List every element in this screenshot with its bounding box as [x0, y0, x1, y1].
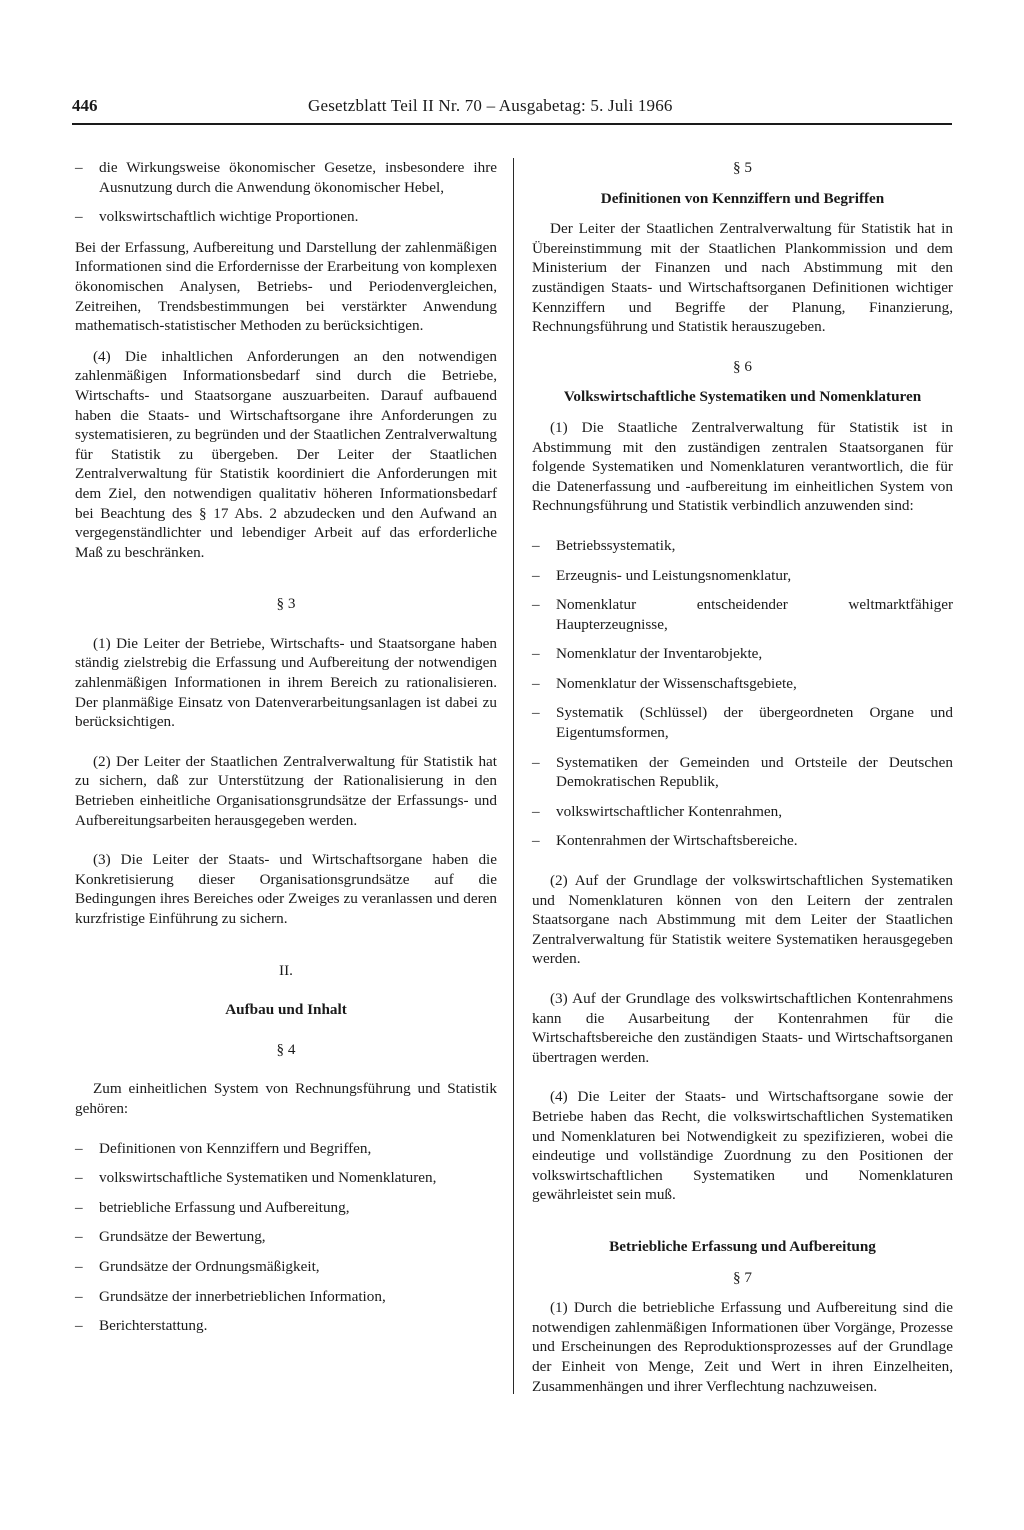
dash-bullet: –: [75, 1287, 83, 1305]
paragraph: (2) Auf der Grundlage der volkswirtschaftlichen Systematiken und Nomenklaturen können von den Leitern der zentralen Staatsorgane nach Abstimmung mit dem Leiter der Staatlichen Zentralverwaltung für Statistik weitere Systematiken herausgegeben werden.: [532, 872, 953, 968]
paragraph: (4) Die inhaltlichen Anforderungen an den notwendigen zahlenmäßigen Informationsbedarf sind durch die Betriebe, Wirtschafts- und Staatsorgane auszuarbeiten. Darauf aufbauend haben die Staats- und Wirtschaftsorgane ihre Anforderungen zu systematisieren, zu begründen und der Staatlichen Zentralverwaltung für Statistik zu übergeben. Der Leiter der Staatlichen Zentralverwaltung für Statistik koordiniert die Anforderungen mit dem Ziel, den notwendigen qualitativ höheren Informationsbedarf bei Beachtung des § 17 Abs. 2 abzudecken und den Aufwand an vergegenständlichter und lebendiger Arbeit auf das erforderliche Maß zu beschränken.: [75, 347, 497, 561]
dash-bullet: –: [75, 1169, 83, 1187]
list-item-text: Systematik (Schlüssel) der übergeordneten Organe und Eigentumsformen,: [556, 704, 953, 742]
list-item: [532, 831, 953, 851]
list-item-text: Definitionen von Kennziffern und Begriffen,: [99, 1139, 372, 1157]
list-item-text: Nomenklatur entscheidender weltmarktfähiger Haupterzeugnisse,: [556, 596, 953, 633]
section-heading: Volkswirtschaftliche Systematiken und Nomenklaturen: [563, 388, 922, 406]
list-item-text: Kontenrahmen der Wirtschaftsbereiche.: [556, 832, 798, 850]
list-item-text: Nomenklatur der Wissenschaftsgebiete,: [556, 674, 797, 692]
list-item-text: Grundsätze der innerbetrieblichen Information,: [99, 1287, 386, 1305]
list-item: [532, 536, 953, 556]
left-column: [75, 158, 497, 1336]
dash-bullet: –: [532, 753, 540, 771]
column-divider: [513, 158, 514, 1394]
list-item-text: die Wirkungsweise ökonomischer Gesetze, insbesondere ihre Ausnutzung durch die Anwendung ökonomischer Hebel,: [99, 159, 497, 196]
paragraph: Zum einheitlichen System von Rechnungsführung und Statistik gehören:: [75, 1080, 497, 1117]
dash-bullet: –: [75, 208, 83, 226]
part-number: II.: [279, 961, 293, 979]
dash-bullet: –: [532, 674, 540, 692]
list-item: [532, 703, 953, 742]
section-number: § 7: [733, 1268, 752, 1286]
section-heading: Betriebliche Erfassung und Aufbereitung: [609, 1237, 876, 1255]
list-item: [75, 1198, 497, 1218]
section-number: § 3: [276, 595, 296, 613]
page-header: [72, 96, 952, 126]
dash-bullet: –: [532, 566, 540, 584]
paragraph: (1) Durch die betriebliche Erfassung und Aufbereitung sind die notwendigen zahlenmäßigen Informationen über Vorgänge, Prozesse und Erscheinungen des Reproduktionsprozesses auf der Grundlage der Einheit von Menge, Zeit und Wert in ihren Einzelheiten, Zusammenhängen und ihrer Verflechtung nachzuweisen.: [532, 1299, 953, 1395]
list-item: [75, 1287, 497, 1307]
dash-bullet: –: [532, 832, 540, 850]
paragraph: Bei der Erfassung, Aufbereitung und Darstellung der zahlenmäßigen Informationen sind die Erfordernisse der Erarbeitung von komplexen ökonomischen Analysen, Betriebs- und Periodenvergleichen, Zeitreihen, Trendsbestimmungen bei verstärkter Anwendung mathematisch-statistischer Methoden zu berücksichtigen.: [75, 238, 497, 335]
page-number: 446: [72, 96, 98, 115]
dash-bullet: –: [75, 1198, 83, 1216]
dash-bullet: –: [532, 645, 540, 663]
paragraph: (1) Die Staatliche Zentralverwaltung für Statistik ist in Abstimmung mit den zuständigen zentralen Staatsorganen für folgende Systematiken und Nomenklaturen verantwortlich, die für die Datenerfassung und -aufbereitung im einheitlichen System von Rechnungsführung und Statistik verbindlich anzuwenden sind:: [532, 418, 953, 515]
list-item: [75, 158, 497, 197]
part-heading: Aufbau und Inhalt: [225, 1001, 347, 1019]
dash-bullet: –: [532, 802, 540, 820]
paragraph: (3) Auf der Grundlage des volkswirtschaftlichen Kontenrahmens kann die Ausarbeitung der Kontenrahmen für die Wirtschaftsbereiche den zuständigen Staats- und Wirtschaftsorganen übertragen werden.: [532, 990, 953, 1066]
list-item: [532, 644, 953, 664]
running-title: Gesetzblatt Teil II Nr. 70 – Ausgabetag: 5. Juli 1966: [308, 96, 673, 115]
right-column: [532, 158, 953, 1396]
list-item-text: volkswirtschaftlicher Kontenrahmen,: [556, 802, 783, 820]
list-item-text: Systematiken der Gemeinden und Ortsteile der Deutschen Demokratischen Republik,: [556, 753, 953, 791]
paragraph: (4) Die Leiter der Staats- und Wirtschaftsorgane sowie der Betriebe haben das Recht, die volkswirtschaftlichen Systematiken und Nomenklaturen bei Notwendigkeit zu spezifizieren, wobei die eindeutige und vollständige Zuordnung zu den Positionen der volkswirtschaftlichen Systematiken und Nomenklaturen gewährleistet sein muß.: [532, 1088, 953, 1204]
list-item: [75, 1227, 497, 1247]
list-item: [532, 802, 953, 822]
dash-bullet: –: [532, 596, 540, 614]
list-item: [75, 1139, 497, 1159]
section-number: § 5: [733, 159, 752, 176]
list-item-text: volkswirtschaftlich wichtige Proportionen.: [99, 208, 359, 226]
paragraph: (3) Die Leiter der Staats- und Wirtschaftsorgane haben die Konkretisierung dieser Organisationsgrundsätze auf die Bedingungen ihres Bereiches oder Zweiges zu veranlassen und deren kurzfristige Einführung zu sichern.: [75, 851, 497, 927]
paragraph: (1) Die Leiter der Betriebe, Wirtschafts- und Staatsorgane haben ständig zielstrebig die Erfassung und Aufbereitung der notwendigen zahlenmäßigen Informationen in ihrem Bereich zu rationalisieren. Der planmäßige Einsatz von Datenverarbeitungsanlagen ist dabei zu berücksichtigen.: [75, 634, 497, 731]
paragraph: (2) Der Leiter der Staatlichen Zentralverwaltung für Statistik hat zu sichern, daß zur Unterstützung der Rationalisierung in den Betrieben einheitliche Organisationsgrundsätze der Erfassungs- und Aufbereitungsarbeiten herausgegeben werden.: [75, 752, 497, 829]
list-item-text: Betriebssystematik,: [556, 536, 676, 554]
dash-bullet: –: [75, 1257, 83, 1275]
list-item: [75, 1168, 497, 1188]
dash-bullet: –: [532, 704, 540, 722]
paragraph: Der Leiter der Staatlichen Zentralverwaltung für Statistik hat in Übereinstimmung mit der Staatlichen Plankommission und dem Ministerium der Finanzen und nach Abstimmung mit den zuständigen Staats- und Wirtschaftsorganen Definitionen wichtiger Kennziffern und Begriffe der Planung, Finanzierung, Rechnungsführung und Statistik herauszugeben.: [532, 220, 953, 336]
list-item-text: Berichterstattung.: [99, 1317, 208, 1335]
list-item-text: Nomenklatur der Inventarobjekte,: [556, 645, 763, 663]
section-number: § 6: [733, 357, 752, 375]
list-item: [532, 674, 953, 694]
dash-bullet: –: [75, 1317, 83, 1335]
dash-bullet: –: [75, 159, 83, 176]
list-item-text: Erzeugnis- und Leistungsnomenklatur,: [556, 566, 792, 584]
list-item: [75, 1316, 497, 1336]
list-item: [75, 1257, 497, 1277]
list-item: [532, 595, 953, 634]
list-item-text: Grundsätze der Bewertung,: [99, 1228, 266, 1246]
list-item-text: volkswirtschaftliche Systematiken und Nomenklaturen,: [99, 1169, 437, 1187]
list-item-text: betriebliche Erfassung und Aufbereitung,: [99, 1198, 350, 1216]
list-item: [532, 753, 953, 792]
section-heading: Definitionen von Kennziffern und Begriffen: [600, 189, 885, 207]
dash-bullet: –: [75, 1139, 83, 1157]
list-item: [532, 566, 953, 586]
list-item: [75, 207, 497, 227]
header-rule: [72, 123, 952, 125]
dash-bullet: –: [75, 1228, 83, 1246]
section-number: § 4: [276, 1040, 296, 1058]
dash-bullet: –: [532, 536, 540, 554]
list-item-text: Grundsätze der Ordnungsmäßigkeit,: [99, 1257, 320, 1275]
